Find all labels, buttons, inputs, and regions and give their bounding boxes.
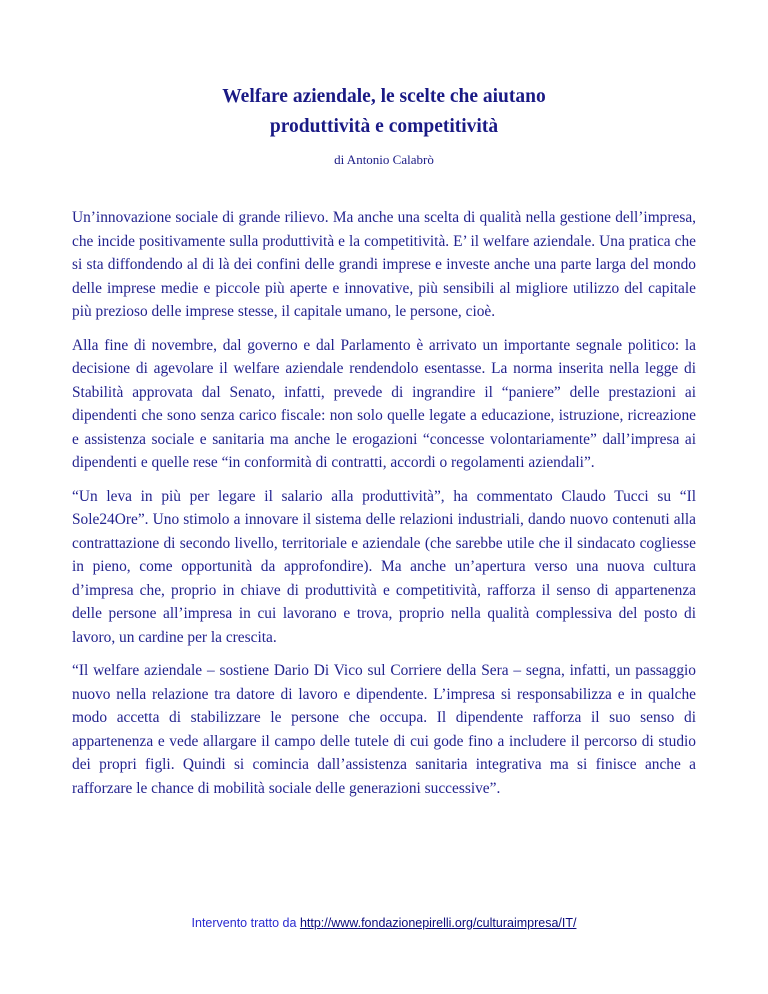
paragraph-2: Alla fine di novembre, dal governo e dal Parlamento è arrivato un importante segnale politico: la decisione di agevolare il welfare aziendale rendendolo esentasse. La norma inserita nella legge di Stabilità approvata dal Senato, infatti, prevede di ingrandire il “paniere” delle prestazioni ai dipendenti che sono senza carico fiscale: non solo quelle legate a educazione, istruzione, ricreazione e assistenza sociale e sanitaria ma anche le erogazioni “concesse volontariamente” dall’impresa ai dipendenti e quelle rese “in conformità di contratti, accordi o regolamenti aziendali”. bbox=[72, 336, 696, 471]
article-title-line-2: produttività e competitività bbox=[269, 116, 499, 137]
paragraph-3: “Un leva in più per legare il salario alla produttività”, ha commentato Claudo Tucci su “Il Sole24Ore”. Uno stimolo a innovare il sistema delle relazioni industriali, dando nuovo contenuti alla contrattazione di secondo livello, territoriale e aziendale (che sarebbe utile che il sindacato cogliesse in pieno, come opportunità da approfondire). Ma anche un’apertura verso una nuova cultura d’impresa che, proprio in chiave di produttività e competitività, rafforza il senso di appartenenza delle persone all’impresa in cui lavorano e trova, proprio nella qualità complessiva del posto di lavoro, un cardine per la crescita. bbox=[72, 487, 696, 646]
article-title bbox=[72, 82, 696, 142]
source-link[interactable]: http://www.fondazionepirelli.org/culturaimpresa/IT/ bbox=[299, 916, 577, 930]
source-footer bbox=[0, 916, 768, 930]
article-author: di Antonio Calabrò bbox=[334, 152, 434, 167]
article-body bbox=[72, 206, 696, 800]
footer-prefix: Intervento tratto da bbox=[191, 916, 300, 930]
article-title-line-1: Welfare aziendale, le scelte che aiutano bbox=[222, 86, 546, 107]
paragraph-1: Un’innovazione sociale di grande rilievo. Ma anche una scelta di qualità nella gestione dell’impresa, che incide positivamente sulla produttività e la competitività. E’ il welfare aziendale. Una pratica che si sta diffondendo al di là dei confini delle grandi imprese e investe anche una parte larga del mondo delle imprese medie e piccole più aperte e innovative, più sensibili al migliore utilizzo del capitale più prezioso delle imprese stesse, il capitale umano, le persone, cioè. bbox=[72, 209, 696, 320]
paragraph-4: “Il welfare aziendale – sostiene Dario Di Vico sul Corriere della Sera – segna, infatti, un passaggio nuovo nella relazione tra datore di lavoro e dipendente. L’impresa si responsabilizza e in qualche modo accetta di stabilizzare le persone che occupa. Il dipendente rafforza il suo senso di appartenenza e vede allargare il campo delle tutele di cui gode fino a includere il percorso di studio dei propri figli. Quindi si comincia dall’assistenza sanitaria integrativa ma si finisce anche a rafforzare le chance di mobilità sociale delle generazioni successive”. bbox=[72, 662, 696, 797]
document-page bbox=[72, 82, 696, 810]
